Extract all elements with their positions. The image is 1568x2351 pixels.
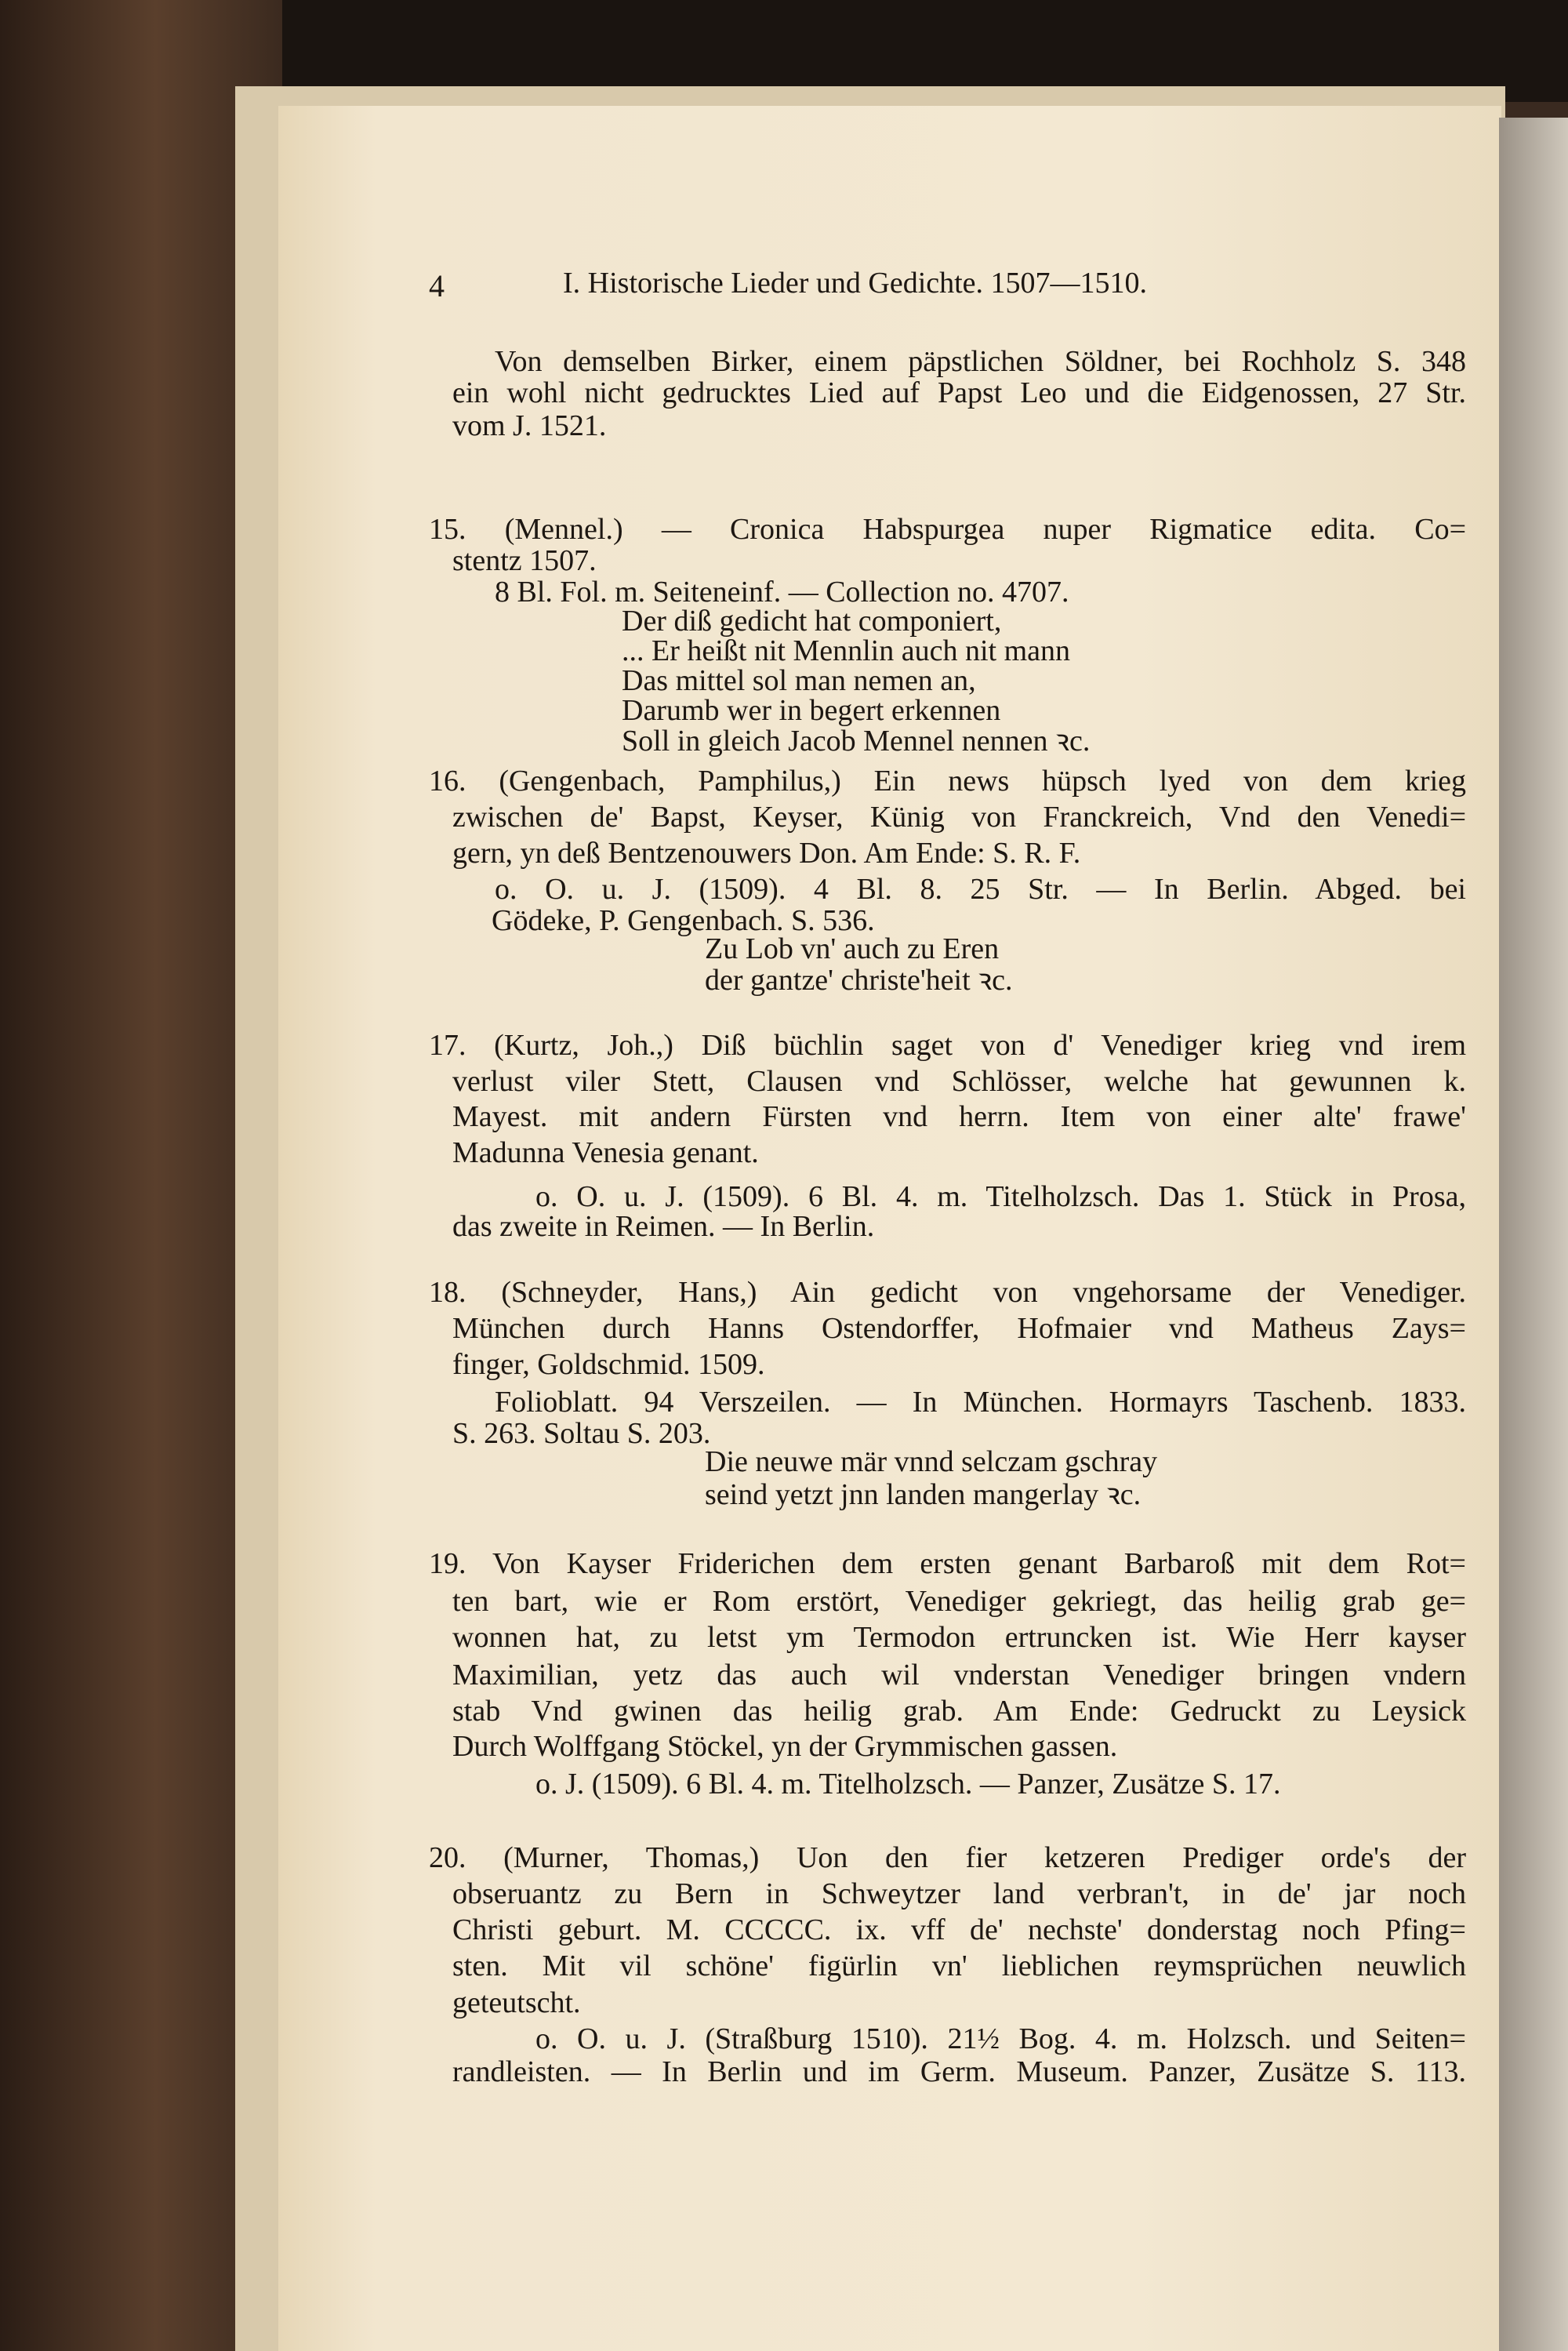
bibliographic-note: 8 Bl. Fol. m. Seiteneinf. — Collection no. 4707.	[495, 576, 1069, 609]
verse-line: der gantze' christe'heit ꝛc.	[705, 964, 1013, 997]
entry-title-line: 16. (Gengenbach, Pamphilus,) Ein news hüpsch lyed von dem krieg	[429, 765, 1466, 798]
text-line: München durch Hanns Ostendorffer, Hofmaier vnd Matheus Zays=	[452, 1312, 1466, 1345]
text-line: Mayest. mit andern Fürsten vnd herrn. Item von einer alte' frawe'	[452, 1100, 1466, 1133]
bibliographic-note: randleisten. — In Berlin und im Germ. Museum. Panzer, Zusätze S. 113.	[452, 2055, 1466, 2088]
text-line: stentz 1507.	[452, 544, 597, 577]
text-line: Von demselben Birker, einem päpstlichen Söldner, bei Rochholz S. 348	[495, 345, 1466, 378]
bibliographic-note: Gödeke, P. Gengenbach. S. 536.	[492, 904, 875, 937]
text-line: obseruantz zu Bern in Schweytzer land verbran't, in de' jar noch	[452, 1877, 1466, 1910]
next-page-edge	[1499, 118, 1568, 2351]
text-line: zwischen de' Bapst, Keyser, Künig von Franckreich, Vnd den Venedi=	[452, 801, 1466, 834]
entry-title-line: 17. (Kurtz, Joh.,) Diß büchlin saget von d' Venediger krieg vnd irem	[429, 1029, 1466, 1062]
verse-line: Soll in gleich Jacob Mennel nennen ꝛc.	[622, 725, 1091, 758]
verse-line: Das mittel sol man nemen an,	[622, 664, 976, 697]
bibliographic-note: o. O. u. J. (1509). 4 Bl. 8. 25 Str. — In Berlin. Abged. bei	[495, 873, 1466, 906]
entry-title-line: 18. (Schneyder, Hans,) Ain gedicht von vngehorsame der Venediger.	[429, 1276, 1466, 1309]
text-line: sten. Mit vil schöne' figürlin vn' lieblichen reymsprüchen neuwlich	[452, 1949, 1466, 1982]
text-line: Maximilian, yetz das auch wil vnderstan Venediger bringen vndern	[452, 1659, 1466, 1691]
text-line: ten bart, wie er Rom erstört, Venediger gekriegt, das heilig grab ge=	[452, 1585, 1466, 1618]
text-line: geteutscht.	[452, 1986, 581, 2019]
text-line: ein wohl nicht gedrucktes Lied auf Papst Leo und die Eidgenossen, 27 Str.	[452, 376, 1466, 409]
bibliographic-note: o. O. u. J. (Straßburg 1510). 21½ Bog. 4. m. Holzsch. und Seiten=	[535, 2022, 1466, 2055]
entry-title-line: 15. (Mennel.) — Cronica Habspurgea nuper Rigmatice edita. Co=	[429, 513, 1466, 546]
text-line: Durch Wolffgang Stöckel, yn der Grymmischen gassen.	[452, 1730, 1118, 1763]
bibliographic-note: Folioblatt. 94 Verszeilen. — In München. Hormayrs Taschenb. 1833.	[495, 1386, 1466, 1419]
text-line: verlust viler Stett, Clausen vnd Schlösser, welche hat gewunnen k.	[452, 1065, 1466, 1098]
text-line: stab Vnd gwinen das heilig grab. Am Ende: Gedruckt zu Leysick	[452, 1695, 1466, 1728]
verse-line: ... Er heißt nit Mennlin auch nit mann	[622, 634, 1071, 667]
verse-line: Der diß gedicht hat componiert,	[622, 605, 1002, 638]
entry-title-line: 20. (Murner, Thomas,) Uon den fier ketzeren Prediger orde's der	[429, 1841, 1466, 1874]
entry-title-line: 19. Von Kayser Friderichen dem ersten genant Barbaroß mit dem Rot=	[429, 1547, 1466, 1580]
bibliographic-note: o. O. u. J. (1509). 6 Bl. 4. m. Titelholzsch. Das 1. Stück in Prosa,	[535, 1180, 1466, 1213]
text-line: wonnen hat, zu letst ym Termodon ertruncken ist. Wie Herr kayser	[452, 1621, 1466, 1654]
text-line: Christi geburt. M. CCCCC. ix. vff de' nechste' donderstag noch Pfing=	[452, 1913, 1466, 1946]
verse-line: seind yetzt jnn landen mangerlay ꝛc.	[705, 1478, 1142, 1511]
text-line: vom J. 1521.	[452, 409, 607, 442]
page-number: 4	[429, 268, 445, 303]
bibliographic-note: o. J. (1509). 6 Bl. 4. m. Titelholzsch. — Panzer, Zusätze S. 17.	[535, 1768, 1281, 1800]
text-line: finger, Goldschmid. 1509.	[452, 1348, 765, 1381]
text-line: gern, yn deß Bentzenouwers Don. Am Ende: S. R. F.	[452, 837, 1081, 870]
running-header: I. Historische Lieder und Gedichte. 1507—1510.	[563, 267, 1148, 300]
text-line: Madunna Venesia genant.	[452, 1136, 759, 1169]
verse-line: Die neuwe mär vnnd selczam gschray	[705, 1445, 1158, 1478]
verse-line: Zu Lob vn' auch zu Eren	[705, 932, 1000, 965]
bibliographic-note: S. 263. Soltau S. 203.	[452, 1417, 711, 1450]
verse-line: Darumb wer in begert erkennen	[622, 694, 1001, 727]
bibliographic-note: das zweite in Reimen. — In Berlin.	[452, 1210, 875, 1243]
